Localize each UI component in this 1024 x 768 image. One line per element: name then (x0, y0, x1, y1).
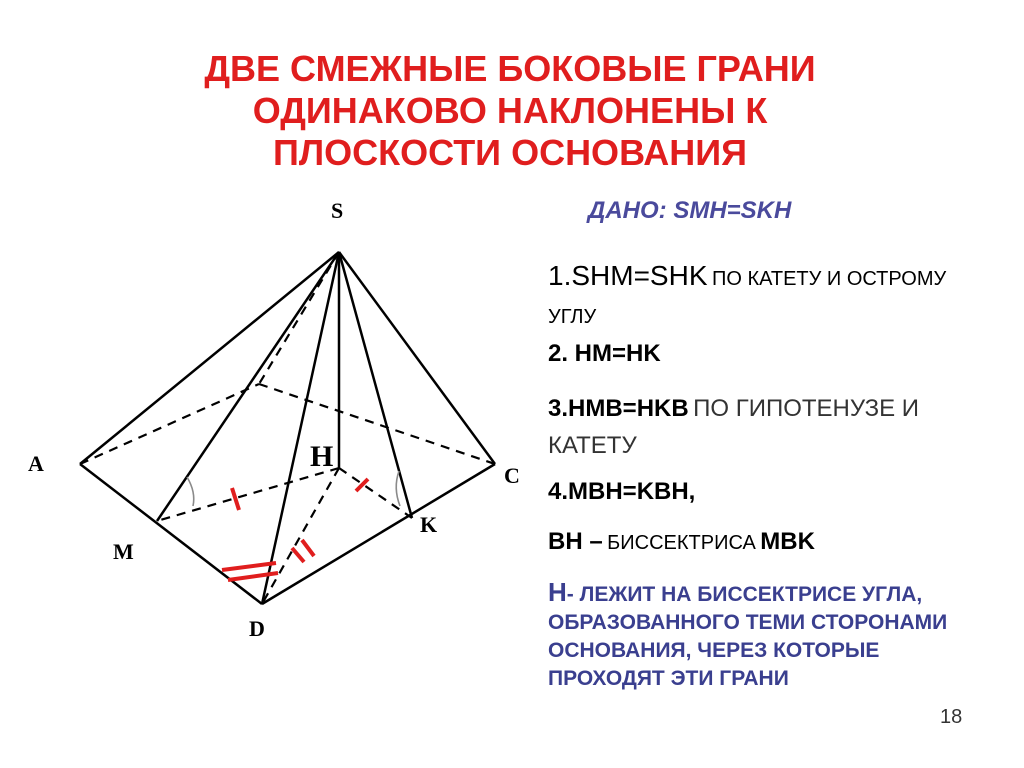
point-label-S: S (331, 198, 344, 223)
conclusion-text: - ЛЕЖИТ НА БИССЕКТРИСЕ УГЛА, ОБРАЗОВАННОГО ТЕМИ СТОРОНАМИ ОСНОВАНИЯ, ЧЕРЕЗ КОТОРЫЕ ПРОХОДЯТ ЭТИ ГРАНИ (548, 583, 948, 690)
title-line-3: ПЛОСКОСТИ ОСНОВАНИЯ (272, 132, 748, 173)
title-line-2: ОДИНАКОВО НАКЛОНЕНЫ К (252, 90, 768, 131)
point-label-C: C (504, 463, 520, 488)
edge-A-B (80, 384, 259, 464)
step-1-reason: ПО КАТЕТУ И ОСТРОМУ УГЛУ (548, 268, 947, 328)
segment-H-M (157, 468, 339, 521)
point-label-K: K (420, 512, 438, 537)
double-tick-D-2 (228, 573, 278, 580)
apothem-S-K (339, 252, 412, 518)
proof-step-4: 4.MBH=KBH, (548, 478, 696, 505)
proof-step-5 (548, 528, 815, 556)
step-5-segment: BH – (548, 528, 603, 555)
conclusion (548, 578, 968, 693)
proof-step-1 (548, 258, 948, 337)
step-1-equality: 1.SHM=SHK (548, 260, 708, 291)
double-tick-HD-1 (292, 548, 304, 562)
page-number: 18 (940, 706, 963, 728)
step-3-reason: ПО ГИПОТЕНУЗЕ И КАТЕТУ (548, 395, 920, 459)
edge-S-C (339, 252, 495, 464)
pyramid-diagram (0, 0, 540, 700)
tick-mark-HM (232, 488, 239, 510)
conclusion-lead: H (548, 577, 567, 607)
given-condition: ДАНО: SMH=SKH (588, 197, 792, 224)
proof-step-3 (548, 392, 968, 466)
title-line-1: ДВЕ СМЕЖНЫЕ БОКОВЫЕ ГРАНИ (204, 48, 816, 89)
step-5-angle: MBK (760, 528, 815, 555)
point-label-H: H (310, 440, 334, 473)
step-3-equality: 3.HMB=HKB (548, 395, 689, 422)
segment-H-D (262, 468, 339, 604)
double-tick-D-1 (222, 563, 276, 570)
edge-A-D (80, 464, 262, 604)
proof-step-2: 2. HM=HK (548, 340, 661, 367)
point-label-M: M (113, 539, 134, 564)
point-label-A: A (28, 451, 44, 476)
double-tick-HD-2 (302, 540, 314, 556)
apothem-S-M (157, 252, 339, 521)
angle-arc-M (187, 477, 194, 506)
point-label-D: D (249, 616, 265, 641)
edge-D-C (262, 464, 495, 604)
step-5-text: БИССЕКТРИСА (607, 532, 756, 554)
